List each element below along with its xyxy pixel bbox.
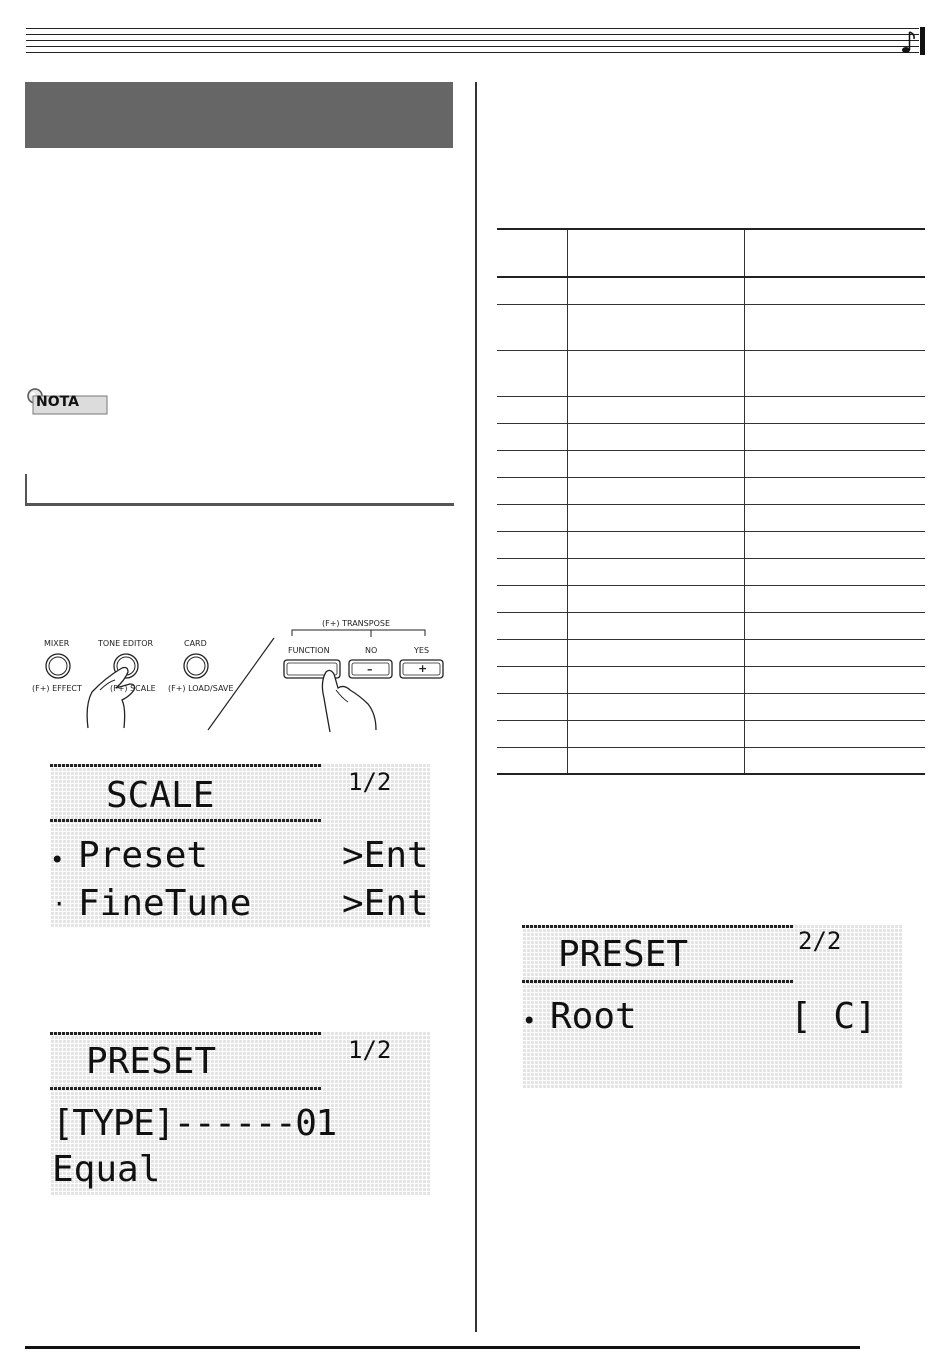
lcd-preset-root-value: [ C]	[790, 996, 877, 1037]
lcd-scale-row2-value: >Ent	[342, 883, 429, 924]
table-row	[497, 558, 925, 585]
table-row	[497, 350, 925, 396]
table-header-cell	[745, 229, 926, 277]
function-label: FUNCTION	[288, 646, 330, 655]
tone-editor-sub-label: (F+) SCALE	[110, 684, 156, 693]
header-end-bar	[920, 27, 925, 55]
lcd-bullet-icon: ·	[52, 890, 67, 918]
keyboard-panel-illustration	[30, 610, 450, 735]
column-divider	[475, 82, 477, 1332]
table-row	[497, 304, 925, 350]
lcd-scale-screen	[50, 764, 430, 928]
table-row	[497, 531, 925, 558]
table-header-cell	[497, 229, 568, 277]
lcd-scale-row1-label: Preset	[78, 835, 209, 876]
lcd-scale-page: 1/2	[348, 768, 392, 796]
lcd-scale-row2-label: FineTune	[78, 883, 252, 924]
plus-label: +	[418, 662, 428, 675]
lcd-preset-root-page: 2/2	[798, 927, 842, 955]
no-label: NO	[365, 646, 378, 655]
lcd-preset-type-screen	[50, 1032, 430, 1196]
lcd-preset-title: PRESET	[86, 1041, 217, 1082]
table-row	[497, 693, 925, 720]
card-label: CARD	[184, 639, 207, 648]
lcd-preset-root-title: PRESET	[558, 934, 689, 975]
section-title-box	[25, 82, 453, 148]
header-staff	[26, 28, 919, 54]
panel-drawing	[30, 610, 450, 735]
lcd-preset-page: 1/2	[348, 1036, 392, 1064]
mixer-sub-label: (F+) EFFECT	[32, 684, 82, 693]
lcd-preset-type-row: [TYPE]------01	[52, 1103, 336, 1144]
subsection-rule	[25, 474, 454, 506]
table-row	[497, 585, 925, 612]
lcd-preset-root-screen	[522, 925, 902, 1089]
table-header-cell	[568, 229, 745, 277]
mixer-label: MIXER	[44, 639, 70, 648]
lcd-cursor-icon: •	[522, 1007, 537, 1035]
table-row	[497, 666, 925, 693]
lcd-scale-title: SCALE	[106, 775, 215, 816]
yes-label: YES	[414, 646, 430, 655]
tone-editor-label: TONE EDITOR	[98, 639, 154, 648]
lcd-cursor-icon: •	[50, 846, 65, 874]
table-row	[497, 504, 925, 531]
table-row	[497, 639, 925, 666]
table-row	[497, 450, 925, 477]
transpose-label: (F+) TRANSPOSE	[322, 619, 390, 628]
lcd-preset-type-value: Equal	[52, 1149, 161, 1190]
footer-rule	[25, 1346, 860, 1349]
lcd-preset-root-label: Root	[550, 996, 637, 1037]
music-note-icon	[899, 28, 919, 54]
lcd-scale-row1-value: >Ent	[342, 835, 429, 876]
card-sub-label: (F+) LOAD/SAVE	[168, 684, 234, 693]
nota-badge	[25, 386, 110, 416]
nota-label: NOTA	[36, 394, 79, 410]
minus-label: –	[367, 663, 373, 676]
table-header-row	[497, 229, 925, 277]
table-row	[497, 277, 925, 304]
scale-table	[497, 228, 925, 775]
table-row	[497, 747, 925, 774]
table-row	[497, 477, 925, 504]
table-row	[497, 612, 925, 639]
table-row	[497, 720, 925, 747]
table-row	[497, 423, 925, 450]
table-row	[497, 396, 925, 423]
